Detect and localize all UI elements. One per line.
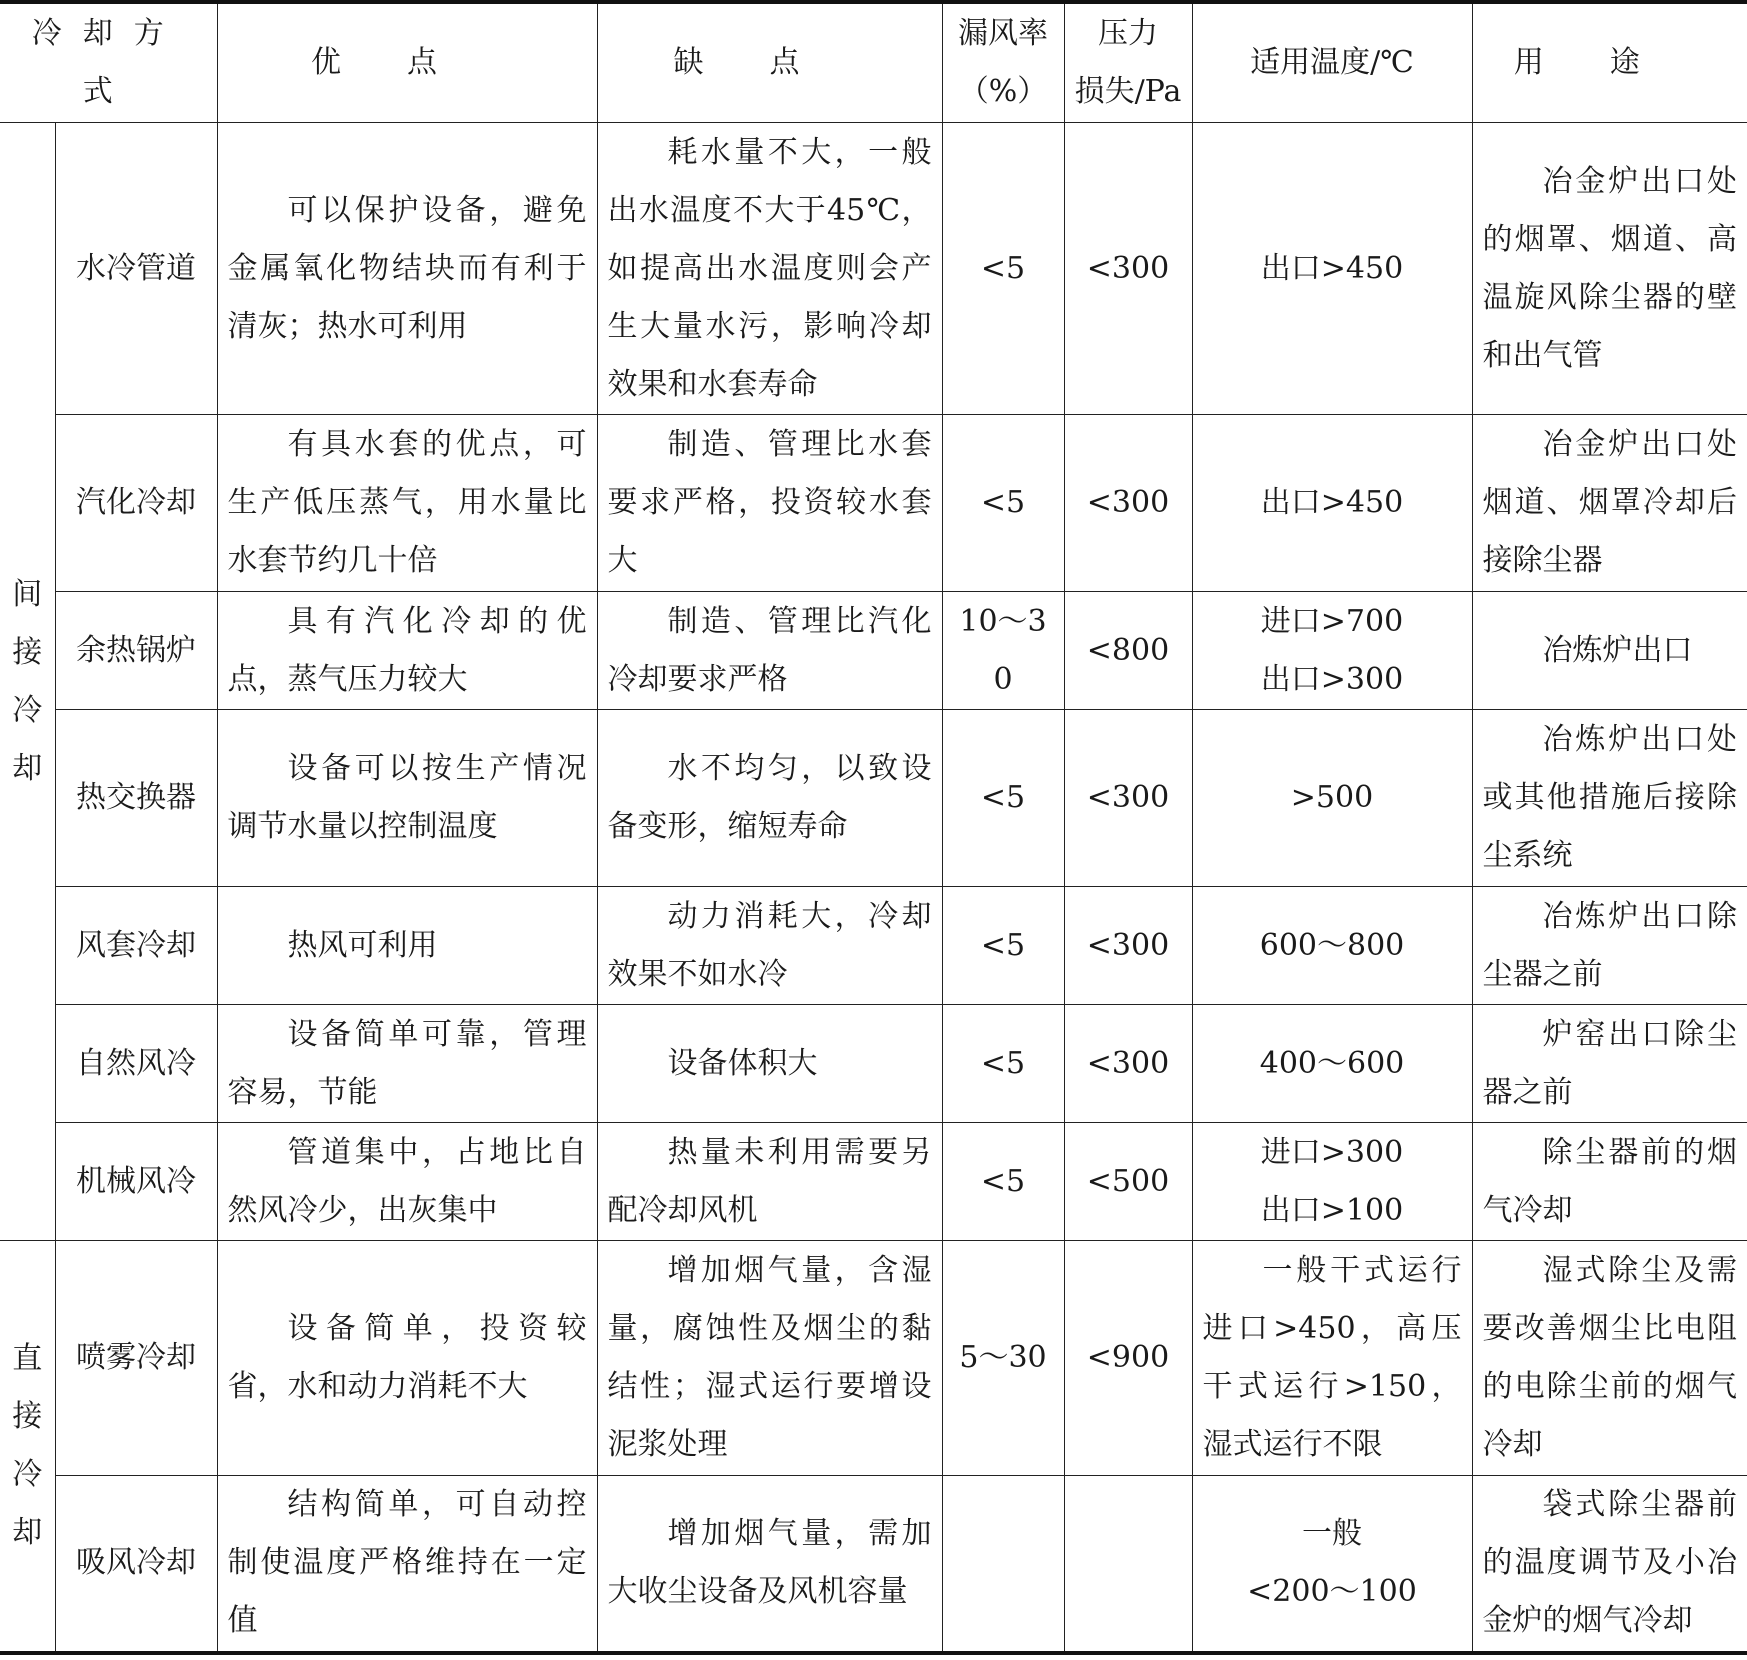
group-indirect-cooling: 间接冷却	[0, 123, 55, 1241]
group-direct-cooling: 直接冷却	[0, 1241, 55, 1653]
method-name: 风套冷却	[55, 887, 217, 1005]
usage-cell: 冶炼炉出口除尘器之前	[1472, 887, 1747, 1005]
usage-cell: 炉窑出口除尘器之前	[1472, 1005, 1747, 1123]
table-row	[0, 415, 1747, 592]
method-name: 水冷管道	[55, 123, 217, 415]
pressure-loss-cell: <300	[1064, 415, 1192, 592]
cons-cell: 增加烟气量，需加大收尘设备及风机容量	[597, 1476, 942, 1653]
usage-cell: 冶金炉出口处烟道、烟罩冷却后接除尘器	[1472, 415, 1747, 592]
table-row	[0, 710, 1747, 887]
leak-rate-cell: <5	[942, 887, 1064, 1005]
temperature-cell: 400～600	[1192, 1005, 1472, 1123]
leak-rate-cell: <5	[942, 123, 1064, 415]
temperature-cell: 出口>450	[1192, 415, 1472, 592]
usage-cell: 冶金炉出口处的烟罩、烟道、高温旋风除尘器的壁和出气管	[1472, 123, 1747, 415]
pressure-loss-cell: <800	[1064, 592, 1192, 710]
pros-cell: 管道集中，占地比自然风冷少，出灰集中	[217, 1123, 597, 1241]
usage-cell: 冶炼炉出口	[1472, 592, 1747, 710]
cons-cell: 设备体积大	[597, 1005, 942, 1123]
cons-cell: 耗水量不大，一般出水温度不大于45℃，如提高出水温度则会产生大量水污，影响冷却效果和水套寿命	[597, 123, 942, 415]
temperature-cell: 一般干式运行进口>450，高压干式运行>150，湿式运行不限	[1192, 1241, 1472, 1476]
method-name: 自然风冷	[55, 1005, 217, 1123]
pros-cell: 有具水套的优点，可生产低压蒸气，用水量比水套节约几十倍	[217, 415, 597, 592]
method-name: 热交换器	[55, 710, 217, 887]
pressure-loss-cell	[1064, 1476, 1192, 1653]
table-row	[0, 887, 1747, 1005]
header-method: 冷却方式	[0, 2, 217, 123]
header-cons: 缺点	[597, 2, 942, 123]
cons-cell: 制造、管理比汽化冷却要求严格	[597, 592, 942, 710]
pros-cell: 可以保护设备，避免金属氧化物结块而有利于清灰；热水可利用	[217, 123, 597, 415]
table-row	[0, 1005, 1747, 1123]
leak-rate-cell: <5	[942, 415, 1064, 592]
pros-cell: 设备简单可靠，管理容易，节能	[217, 1005, 597, 1123]
table-row	[0, 592, 1747, 710]
temperature-cell: 600～800	[1192, 887, 1472, 1005]
table-row	[0, 1241, 1747, 1476]
leak-rate-cell: 10～30	[942, 592, 1064, 710]
pressure-loss-cell: <500	[1064, 1123, 1192, 1241]
header-pressure-loss: 压力 损失/Pa	[1064, 2, 1192, 123]
pros-cell: 具有汽化冷却的优点，蒸气压力较大	[217, 592, 597, 710]
method-name: 吸风冷却	[55, 1476, 217, 1653]
leak-rate-cell: <5	[942, 1123, 1064, 1241]
temperature-cell: 进口>300 出口>100	[1192, 1123, 1472, 1241]
cons-cell: 热量未利用需要另配冷却风机	[597, 1123, 942, 1241]
method-name: 余热锅炉	[55, 592, 217, 710]
usage-cell: 湿式除尘及需要改善烟尘比电阻的电除尘前的烟气冷却	[1472, 1241, 1747, 1476]
pros-cell: 结构简单，可自动控制使温度严格维持在一定值	[217, 1476, 597, 1653]
method-name: 喷雾冷却	[55, 1241, 217, 1476]
usage-cell: 袋式除尘器前的温度调节及小冶金炉的烟气冷却	[1472, 1476, 1747, 1653]
pressure-loss-cell: <300	[1064, 123, 1192, 415]
table-row	[0, 1123, 1747, 1241]
pros-cell: 设备简单，投资较省，水和动力消耗不大	[217, 1241, 597, 1476]
header-pros: 优点	[217, 2, 597, 123]
temperature-cell: 进口>700 出口>300	[1192, 592, 1472, 710]
header-row	[0, 2, 1747, 123]
pressure-loss-cell: <300	[1064, 710, 1192, 887]
method-name: 机械风冷	[55, 1123, 217, 1241]
usage-cell: 冶炼炉出口处或其他措施后接除尘系统	[1472, 710, 1747, 887]
cons-cell: 动力消耗大，冷却效果不如水冷	[597, 887, 942, 1005]
pressure-loss-cell: <900	[1064, 1241, 1192, 1476]
leak-rate-cell: 5～30	[942, 1241, 1064, 1476]
table-row	[0, 123, 1747, 415]
pros-cell: 热风可利用	[217, 887, 597, 1005]
usage-cell: 除尘器前的烟气冷却	[1472, 1123, 1747, 1241]
method-name: 汽化冷却	[55, 415, 217, 592]
cons-cell: 制造、管理比水套要求严格，投资较水套大	[597, 415, 942, 592]
cons-cell: 水不均匀，以致设备变形，缩短寿命	[597, 710, 942, 887]
header-temperature: 适用温度/℃	[1192, 2, 1472, 123]
temperature-cell: >500	[1192, 710, 1472, 887]
leak-rate-cell: <5	[942, 710, 1064, 887]
leak-rate-cell	[942, 1476, 1064, 1653]
header-usage: 用途	[1472, 2, 1747, 123]
header-leak-rate: 漏风率 （%）	[942, 2, 1064, 123]
leak-rate-cell: <5	[942, 1005, 1064, 1123]
pros-cell: 设备可以按生产情况调节水量以控制温度	[217, 710, 597, 887]
temperature-cell: 一般 <200～100	[1192, 1476, 1472, 1653]
pressure-loss-cell: <300	[1064, 1005, 1192, 1123]
pressure-loss-cell: <300	[1064, 887, 1192, 1005]
temperature-cell: 出口>450	[1192, 123, 1472, 415]
table-row	[0, 1476, 1747, 1653]
cons-cell: 增加烟气量，含湿量，腐蚀性及烟尘的黏结性；湿式运行要增设泥浆处理	[597, 1241, 942, 1476]
